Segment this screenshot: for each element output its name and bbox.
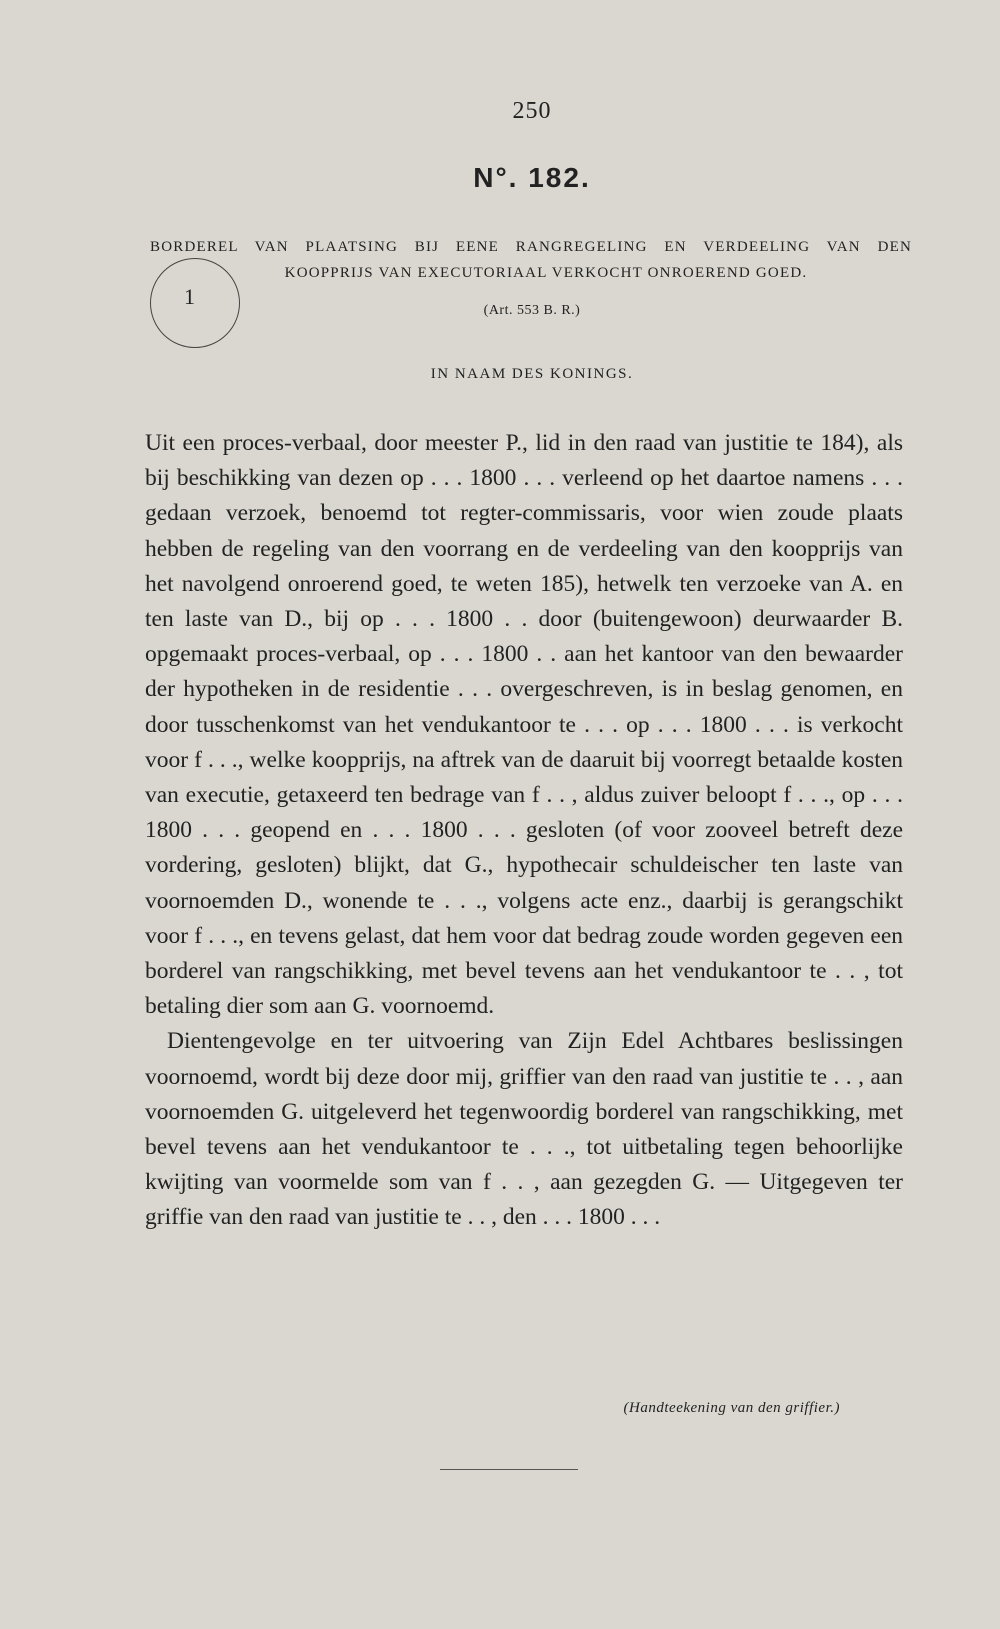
document-number: N°. 182. xyxy=(473,162,591,193)
paragraph-1: Uit een proces-verbaal, door meester P., lid in den raad van justitie te 184), als bij beschikking van dezen op . . . 1800 . . . verleend op het daartoe namens . . . gedaan verzoek, benoemd tot regter-commissaris, voor wien zoude plaats hebben de regeling van den voorrang en de verdeeling van den koopprijs van het navolgend onroerend goed, te weten 185), hetwelk ten verzoeke van A. en ten laste van D., bij op . . . 1800 . . door (buitengewoon) deurwaarder B. opgemaakt proces-verbaal, op . . . 1800 . . aan het kantoor van den bewaarder der hypotheken in de residentie . . . overgeschreven, is in beslag genomen, en door tusschenkomst van het vendukantoor te . . . op . . . 1800 . . . is verkocht voor f . . ., welke koopprijs, na aftrek van de daaruit bij voorregt betaalde kosten van executie, getaxeerd ten bedrage van f . . , aldus zuiver beloopt f . . ., op . . . 1800 . . . geopend en . . . 1800 . . . gesloten (of voor zooveel betreft deze vordering, gesloten) blijkt, dat G., hypothecair schuldeischer ten laste van voornoemden D., wonende te . . ., volgens acte enz., daarbij is gerangschikt voor f . . ., en tevens gelast, dat hem voor dat bedrag zoude worden gegeven een borderel van rangschikking, met bevel tevens aan het vendukantoor te . . , tot betaling dier som aan G. voornoemd. xyxy=(145,430,903,1020)
signature-note: (Handteekening van den griffier.) xyxy=(623,1400,840,1416)
page-number: 250 xyxy=(512,98,552,124)
body-text xyxy=(145,426,903,1236)
stamp-number: 1 xyxy=(184,284,195,309)
heading-line-2: KOOPPRIJS VAN EXECUTORIAAL VERKOCHT ONROEREND GOED. xyxy=(284,265,808,281)
article-reference: (Art. 553 B. R.) xyxy=(483,303,581,318)
royal-formula: IN NAAM DES KONINGS. xyxy=(430,366,634,382)
closing-rule xyxy=(440,1469,578,1470)
heading-line-1: BORDEREL VAN PLAATSING BIJ EENE RANGREGELING EN VERDEELING VAN DEN xyxy=(150,239,912,255)
paragraph-2: Dientengevolge en ter uitvoering van Zijn Edel Achtbares beslissingen voornoemd, wordt bij deze door mij, griffier van den raad van justitie te . . , aan voornoemden G. uitgeleverd het tegenwoordig borderel van rangschikking, met bevel tevens aan het vendukantoor te . . ., tot uitbetaling tegen behoorlijke kwijting van voormelde som van f . . , aan gezegden G. — Uitgegeven ter griffie van den raad van justitie te . . , den . . . 1800 . . . xyxy=(145,1028,903,1231)
form-heading xyxy=(150,234,912,286)
